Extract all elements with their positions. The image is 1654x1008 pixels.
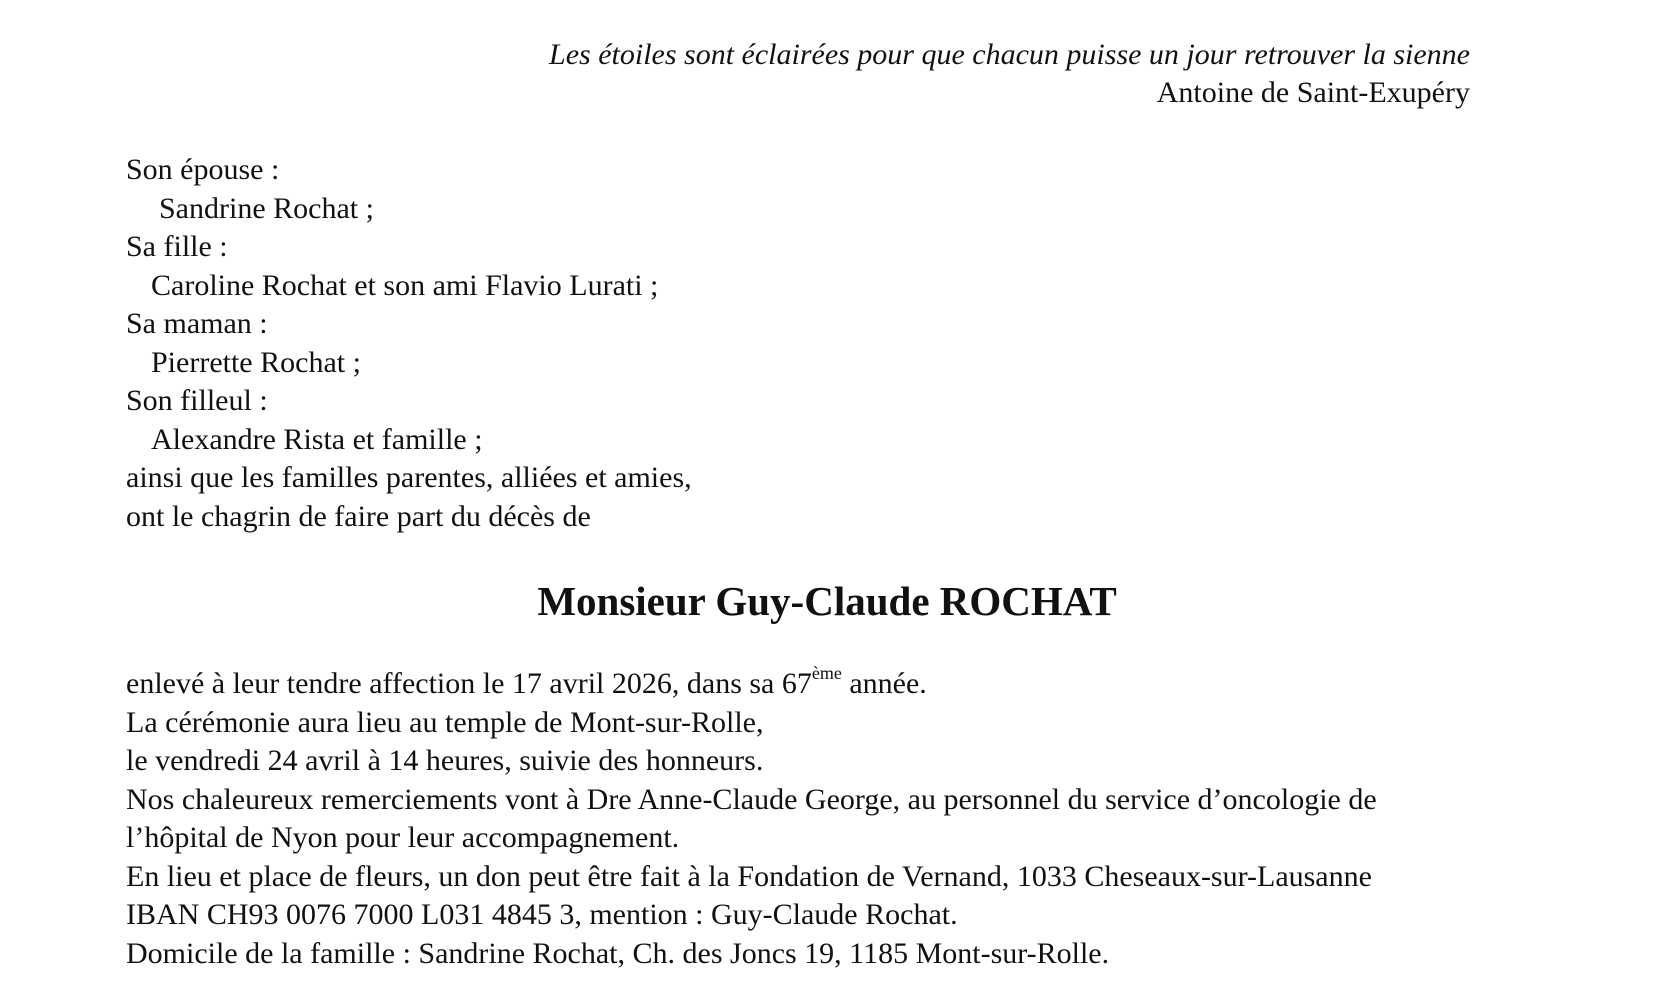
death-date-line	[126, 665, 1377, 704]
death-date-text: enlevé à leur tendre affection le 17 avril 2026, dans sa 67	[126, 667, 812, 700]
epigraph-author: Antoine de Saint-Exupéry	[1156, 76, 1470, 109]
relation-label-mother: Sa maman :	[126, 307, 268, 340]
death-date-end: année.	[841, 667, 927, 700]
iban-line: IBAN CH93 0076 7000 L031 4845 3, mention : Guy-Claude Rochat.	[126, 898, 958, 931]
announcement-line: ont le chagrin de faire part du décès de	[126, 499, 591, 533]
relative-daughter: Caroline Rochat et son ami Flavio Lurati ;	[151, 268, 659, 302]
relative-mother: Pierrette Rochat ;	[151, 345, 361, 379]
relation-label-daughter: Sa fille :	[126, 230, 228, 263]
donation-line: En lieu et place de fleurs, un don peut être fait à la Fondation de Vernand, 1033 Cheseaux-sur-Lausanne	[126, 859, 1372, 893]
thanks-line-2: l’hôpital de Nyon pour leur accompagnement.	[126, 821, 680, 854]
relation-label-godson: Son filleul :	[126, 384, 268, 417]
thanks-line-1: Nos chaleureux remerciements vont à Dre Anne-Claude George, au personnel du service d’oncologie de	[126, 782, 1377, 816]
epigraph-quote: Les étoiles sont éclairées pour que chacun puisse un jour retrouver la sienne	[549, 38, 1470, 71]
relative-spouse: Sandrine Rochat ;	[159, 191, 374, 225]
family-address-line: Domicile de la famille : Sandrine Rochat, Ch. des Joncs 19, 1185 Mont-sur-Rolle.	[126, 936, 1110, 970]
ceremony-time-line: le vendredi 24 avril à 14 heures, suivie des honneurs.	[126, 744, 764, 777]
details-section	[126, 665, 1377, 973]
families-line: ainsi que les familles parentes, alliées et amies,	[126, 461, 692, 494]
ceremony-place-line: La cérémonie aura lieu au temple de Mont-sur-Rolle,	[126, 705, 764, 739]
epigraph	[549, 36, 1470, 112]
relative-godson: Alexandre Rista et famille ;	[151, 422, 483, 456]
deceased-name: Monsieur Guy-Claude ROCHAT	[537, 578, 1117, 624]
family-announcement	[126, 151, 692, 536]
ordinal-suffix: ème	[811, 663, 842, 683]
relation-label-spouse: Son épouse :	[126, 153, 280, 186]
